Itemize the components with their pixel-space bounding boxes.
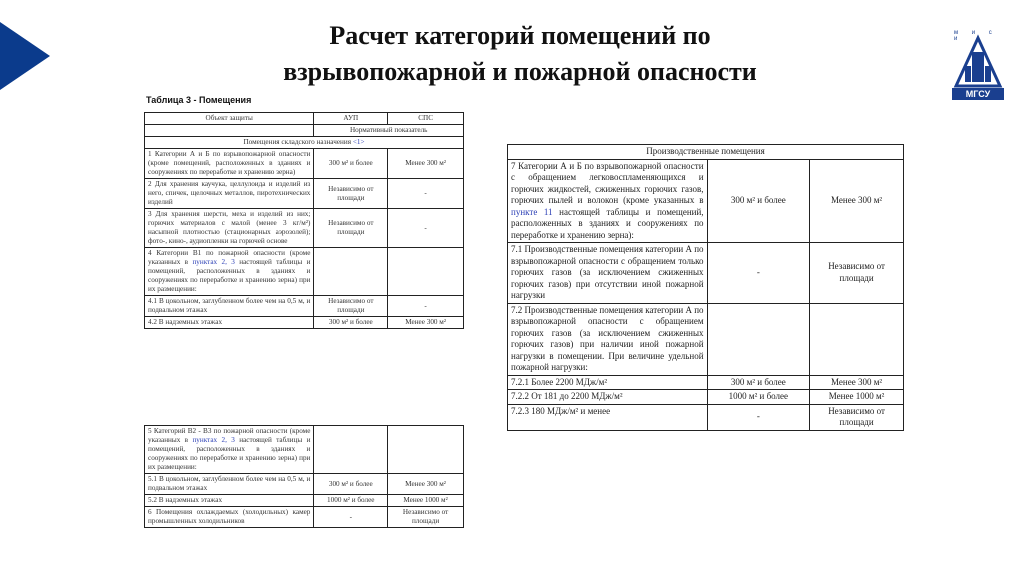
row-text-post: настоящей таблицы и помещений, расположенных в зданиях и сооружениях по переработке и хранению зерна) при их размещении: (148, 258, 311, 293)
points-link[interactable]: пунктах 2, 3 (192, 258, 235, 266)
row-text (145, 248, 314, 296)
table-row (145, 296, 464, 317)
blue-triangle-marker (0, 22, 50, 90)
row-sps: Менее 1000 м² (810, 390, 904, 405)
mgsu-logo (950, 30, 1006, 102)
table-row (145, 125, 464, 137)
logo-letters: м и с и (954, 30, 998, 42)
row-aup: - (314, 507, 388, 528)
table-caption: Таблица 3 - Помещения (146, 95, 252, 105)
row-text: 7.2.1 Более 2200 МДж/м² (508, 375, 708, 390)
table-row (145, 426, 464, 474)
row-aup: 1000 м² и более (707, 390, 810, 405)
table-row (508, 303, 904, 375)
group-warehouse-label: Помещения складского назначения (243, 138, 352, 146)
row-sps: Независимо от площади (388, 507, 464, 528)
table-row (145, 248, 464, 296)
table-row (145, 209, 464, 248)
row-text-pre: 5 Категорий В2 - В3 по пожарной опасности (кроме указанных в (148, 427, 311, 444)
table-row (145, 507, 464, 528)
group-production: Производственные помещения (508, 145, 904, 160)
table-row (508, 145, 904, 160)
row-text: 7.1 Производственные помещения категории А по взрывопожарной опасности с обращением только горючих газов (за исключением сжиженных горючих газов) при отсутствии иной пожарной нагрузки (508, 243, 708, 304)
header-object: Объект защиты (145, 113, 314, 125)
row-aup: - (707, 404, 810, 430)
row-sps: Менее 300 м² (810, 159, 904, 243)
group-warehouse (145, 137, 464, 149)
row-text: 3 Для хранения шерсти, меха и изделий из них; горючих материалов с малой (менее 3 кг/м²) насыпной плотностью (стационарных аэрозолей); фото-, кино-, аудиопленки на горючей основе (145, 209, 314, 248)
row-sps: Менее 300 м² (388, 317, 464, 329)
table-row (145, 149, 464, 179)
row-text: 4.2 В надземных этажах (145, 317, 314, 329)
row-aup: 300 м² и более (707, 159, 810, 243)
row-sps: Менее 300 м² (388, 474, 464, 495)
point-11-link[interactable]: пункте 11 (511, 206, 553, 217)
premises-table-left-upper (144, 112, 464, 329)
table-row (145, 474, 464, 495)
row-text: 6 Помещения охлаждаемых (холодильных) камер промышленных холодильников (145, 507, 314, 528)
row-text: 5.1 В цокольном, заглубленном более чем на 0,5 м, и подвальном этажах (145, 474, 314, 495)
row-text: 4.1 В цокольном, заглубленном более чем на 0,5 м, и подвальном этажах (145, 296, 314, 317)
table-row (145, 495, 464, 507)
row-text: 1 Категории А и Б по взрывопожарной опасности (кроме помещений, расположенных в зданиях и сооружениях по переработке и хранению зерна) (145, 149, 314, 179)
row-text-post: настоящей таблицы и помещений, расположенных в зданиях и сооружениях по переработке и хранению зерна) при их размещении: (148, 436, 311, 471)
row-aup: - (707, 243, 810, 304)
table-row (508, 159, 904, 243)
row-text: 7.2.2 От 181 до 2200 МДж/м² (508, 390, 708, 405)
header-aup: АУП (314, 113, 388, 125)
table-row (508, 243, 904, 304)
row-sps: Независимо от площади (810, 243, 904, 304)
row-text: 7.2.3 180 МДж/м² и менее (508, 404, 708, 430)
row-text: 2 Для хранения каучука, целлулоида и изделий из него, спичек, щелочных металлов, пиротехнических изделий (145, 179, 314, 209)
row-sps: Менее 300 м² (388, 149, 464, 179)
row-sps: Независимо от площади (810, 404, 904, 430)
row-aup: 300 м² и более (707, 375, 810, 390)
row-text-pre: 4 Категории В1 по пожарной опасности (кроме указанных в (148, 249, 311, 266)
row-text: 7.2 Производственные помещения категории А по взрывопожарной опасности с обращением горючих газов (за исключением сжиженных горючих газов) при наличии иной пожарной нагрузки в помещении. При величине удельной пожарной нагрузки: (508, 303, 708, 375)
table-row (508, 390, 904, 405)
row-aup: 1000 м² и более (314, 495, 388, 507)
footnote-link[interactable]: <1> (352, 138, 365, 146)
normative-header: Нормативный показатель (314, 125, 464, 137)
row-sps: - (388, 179, 464, 209)
row-sps: - (388, 296, 464, 317)
table-row (508, 404, 904, 430)
row-aup: 300 м² и более (314, 149, 388, 179)
row-text (145, 426, 314, 474)
table-header-row (145, 113, 464, 125)
header-sps: СПС (388, 113, 464, 125)
row-sps: - (388, 209, 464, 248)
building-logo-icon (950, 30, 1006, 90)
row-text: 5.2 В надземных этажах (145, 495, 314, 507)
row-text-pre: 7 Категории А и Б по взрывопожарной опасности с обращением легковоспламеняющихся и горючих жидкостей, сжиженных горючих газов, горючих пылей и волокон (кроме указанных в (511, 160, 704, 205)
table-row (145, 317, 464, 329)
slide-title (180, 18, 860, 90)
points-link[interactable]: пунктах 2, 3 (192, 436, 235, 444)
table-row (145, 137, 464, 149)
row-aup: Независимо от площади (314, 296, 388, 317)
row-aup: 300 м² и более (314, 317, 388, 329)
title-line-1: Расчет категорий помещений по (329, 21, 711, 50)
table-row (145, 179, 464, 209)
row-aup: 300 м² и более (314, 474, 388, 495)
title-line-2: взрывопожарной и пожарной опасности (283, 57, 757, 86)
row-sps: Менее 300 м² (810, 375, 904, 390)
row-text (508, 159, 708, 243)
premises-table-left-lower (144, 425, 464, 528)
table-row (508, 375, 904, 390)
logo-name: МГСУ (952, 88, 1004, 100)
premises-table-right (507, 144, 904, 431)
row-sps: Менее 1000 м² (388, 495, 464, 507)
row-text-post: настоящей таблицы и помещений, расположенных в зданиях и сооружениях по переработке и хранению зерна): (511, 206, 704, 240)
row-aup: Независимо от площади (314, 179, 388, 209)
row-aup: Независимо от площади (314, 209, 388, 248)
